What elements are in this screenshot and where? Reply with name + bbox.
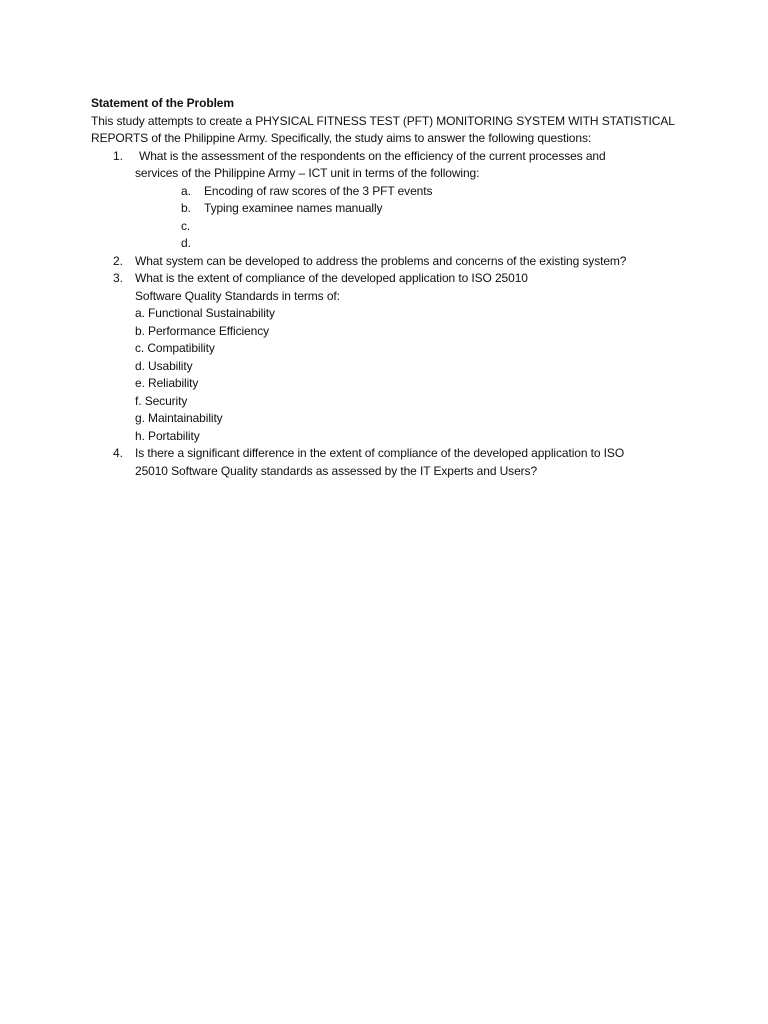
question-line: What system can be developed to address the problems and concerns of the existing system? [135, 253, 627, 268]
sub-item [181, 200, 671, 218]
question-line: services of the Philippine Army – ICT unit in terms of the following: [135, 166, 480, 180]
sub-item-letter: a. [181, 183, 191, 198]
sub-item-text: Encoding of raw scores of the 3 PFT events [204, 183, 433, 198]
sub-item-letter: b. [181, 201, 191, 215]
question-line: Is there a significant difference in the extent of compliance of the developed application to ISO [135, 446, 625, 460]
quality-criterion: h. Portability [135, 428, 200, 443]
question-number: 1. [113, 148, 123, 163]
sub-item-letter: c. [181, 218, 191, 233]
quality-criterion: a. Functional Sustainability [135, 306, 275, 320]
quality-criterion: b. Performance Efficiency [135, 323, 270, 338]
sub-item [181, 218, 671, 236]
sub-item-text: Typing examinee names manually [204, 201, 383, 215]
sub-item-letter: d. [181, 236, 191, 250]
quality-criterion: c. Compatibility [135, 341, 215, 355]
question-number: 4. [113, 446, 123, 460]
question-line: What is the extent of compliance of the developed application to ISO 25010 [135, 271, 528, 285]
intro-line: This study attempts to create a PHYSICAL FITNESS TEST (PFT) MONITORING SYSTEM WITH STATISTICAL [91, 113, 675, 128]
question-item [91, 445, 671, 480]
intro-line: REPORTS of the Philippine Army. Specifically, the study aims to answer the following questions: [91, 131, 592, 145]
sub-item [181, 235, 671, 253]
quality-criteria-list [135, 305, 671, 445]
question-text [135, 148, 671, 183]
quality-criterion: f. Security [135, 393, 188, 408]
document-body [91, 95, 675, 480]
question-text [135, 445, 671, 480]
question-line: What is the assessment of the respondents on the efficiency of the current processes and [139, 148, 606, 163]
quality-criterion: d. Usability [135, 358, 193, 373]
question-item [91, 270, 671, 445]
question-text [135, 253, 671, 271]
question-line: 25010 Software Quality standards as assessed by the IT Experts and Users? [135, 463, 538, 478]
section-heading: Statement of the Problem [91, 96, 234, 110]
intro-paragraph [91, 113, 675, 148]
question-text [135, 270, 671, 305]
question-number: 2. [113, 253, 123, 268]
quality-criterion: g. Maintainability [135, 411, 223, 425]
quality-criterion: e. Reliability [135, 376, 199, 390]
sub-item-list [135, 183, 671, 253]
sub-item [181, 183, 671, 201]
question-number: 3. [113, 271, 123, 285]
question-line: Software Quality Standards in terms of: [135, 288, 340, 303]
question-item [91, 148, 671, 253]
question-item [91, 253, 671, 271]
